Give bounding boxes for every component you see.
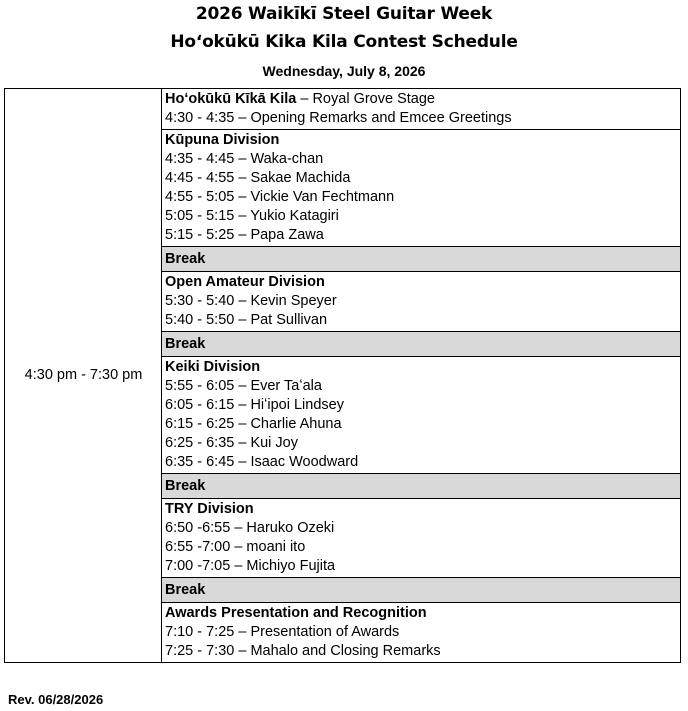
- schedule-entry: 7:00 -7:05 – Michiyo Fujita: [165, 558, 336, 574]
- schedule-entry: 6:50 -6:55 – Haruko Ozeki: [165, 520, 335, 536]
- schedule-entry: 4:55 - 5:05 – Vickie Van Fechtmann: [165, 189, 395, 205]
- schedule-entry: 6:25 - 6:35 – Kui Joy: [165, 435, 298, 451]
- schedule-entry: 6:15 - 6:25 – Charlie Ahuna: [165, 416, 342, 432]
- keiki-block: [162, 357, 681, 474]
- schedule-entry: 5:05 - 5:15 – Yukio Katagiri: [165, 208, 339, 224]
- event-title: 2026 Waikīkī Steel Guitar Week: [195, 4, 493, 24]
- opening-line: 4:30 - 4:35 – Opening Remarks and Emcee Greetings: [165, 110, 512, 126]
- try-block: [162, 499, 681, 578]
- stage-name: – Royal Grove Stage: [296, 91, 435, 107]
- schedule-entry: 6:55 -7:00 – moani ito: [165, 539, 306, 555]
- break-cell: Break: [162, 332, 681, 357]
- schedule-entry: 5:30 - 5:40 – Kevin Speyer: [165, 293, 337, 309]
- schedule-entry: 5:55 - 6:05 – Ever Taʻala: [165, 378, 322, 394]
- time-range: 4:30 pm - 7:30 pm: [24, 367, 143, 383]
- break-cell: Break: [162, 578, 681, 603]
- kupuna-block: [162, 130, 681, 247]
- schedule-entry: 4:35 - 4:45 – Waka-chan: [165, 151, 324, 167]
- division-heading: Keiki Division: [165, 359, 261, 375]
- division-heading: Open Amateur Division: [165, 274, 325, 290]
- division-heading: TRY Division: [165, 501, 254, 517]
- schedule-date: Wednesday, July 8, 2026: [262, 63, 426, 79]
- schedule-entry: 6:05 - 6:15 – Hiʻipoi Lindsey: [165, 397, 344, 413]
- schedule-entry: 5:15 - 5:25 – Papa Zawa: [165, 227, 324, 243]
- schedule-entry: 7:25 - 7:30 – Mahalo and Closing Remarks: [165, 643, 441, 659]
- schedule-title: Hoʻokūkū Kika Kila Contest Schedule: [170, 32, 518, 52]
- time-range-cell: [5, 89, 162, 663]
- division-heading: Kūpuna Division: [165, 132, 280, 148]
- contest-name: Hoʻokūkū Kīkā Kila: [165, 91, 297, 107]
- break-cell: Break: [162, 247, 681, 272]
- schedule-entry: 4:45 - 4:55 – Sakae Machida: [165, 170, 351, 186]
- opening-heading: [165, 90, 678, 109]
- schedule-entry: 5:40 - 5:50 – Pat Sullivan: [165, 312, 328, 328]
- amateur-block: [162, 272, 681, 332]
- schedule-table: [4, 88, 681, 663]
- revision-date: Rev. 06/28/2026: [8, 692, 104, 707]
- schedule-entry: 6:35 - 6:45 – Isaac Woodward: [165, 454, 359, 470]
- division-heading: Awards Presentation and Recognition: [165, 605, 427, 621]
- schedule-entry: 7:10 - 7:25 – Presentation of Awards: [165, 624, 400, 640]
- opening-row: [5, 89, 681, 130]
- awards-block: [162, 603, 681, 663]
- opening-block: [162, 89, 681, 130]
- break-cell: Break: [162, 474, 681, 499]
